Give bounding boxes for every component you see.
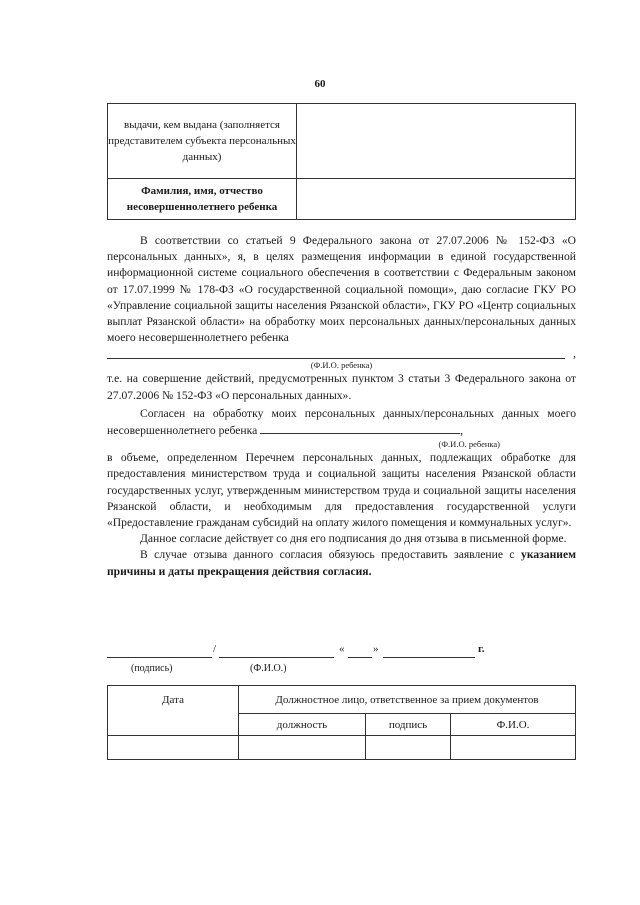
child-fio-line-2[interactable]: [260, 422, 460, 434]
signature-line[interactable]: [107, 643, 212, 658]
consent-paragraph-4-bold: указанием причины и даты прекращения действия согласия.: [107, 548, 576, 578]
applicant-info-table: [107, 103, 576, 220]
page-number: 60: [314, 78, 326, 90]
date-cell[interactable]: [108, 736, 239, 760]
child-fio-line-1[interactable]: [107, 346, 565, 359]
consent-paragraph-1: В соответствии со статьей 9 Федерального закона от 27.07.2006 № 152-ФЗ «О персональных данных», я, в целях размещения информации в единой государственной информационной системе социального обеспечения в соответствии с Федеральным законом от 17.07.1999 № 178-ФЗ «О государственной социальной помощи», даю согласие ГКУ РО «Управление социальной защиты населения Рязанской области», ГКУ РО «Центр социальных выплат Рязанской области» на обработку моих персональных данных/персональных данных моего несовершеннолетнего ребенка: [107, 234, 576, 345]
child-fio-caption-2: (Ф.И.О. ребенка): [438, 439, 500, 450]
consent-paragraph-4-text: В случае отзыва данного согласия обязуюсь предоставить заявление с: [140, 548, 515, 562]
position-header: должность: [239, 714, 366, 736]
signature-caption: (подпись): [131, 663, 173, 674]
consent-paragraph-2: Согласен на обработку моих персональных данных/персональных данных моего несовершеннолетнего ребенка ,: [107, 406, 576, 438]
position-cell[interactable]: [239, 736, 366, 760]
fio-cell[interactable]: [451, 736, 576, 760]
signature-cell[interactable]: [366, 736, 451, 760]
issued-by-value-cell[interactable]: [297, 104, 576, 179]
date-header: Дата: [108, 686, 239, 736]
signature-slash: /: [213, 643, 217, 655]
day-line[interactable]: [348, 643, 372, 658]
fio-caption: (Ф.И.О.): [250, 663, 287, 674]
signature-header: подпись: [366, 714, 451, 736]
quote-open: «: [339, 643, 345, 655]
consent-paragraph-1-continued: т.е. на совершение действий, предусмотренных пунктом 3 статьи 3 Федерального закона от 27.07.2006 № 152-ФЗ «О персональных данных».: [107, 372, 576, 402]
consent-paragraph-4: [107, 547, 576, 579]
consent-text-block: В соответствии со статьей 9 Федерального закона от 27.07.2006 № 152-ФЗ «О персональных данных», я, в целях размещения информации в единой государственной информационной системе социального обеспечения в соответствии с Федеральным законом от 17.07.1999 № 178-ФЗ «О государственной социальной помощи», даю согласие ГКУ РО «Управление социальной защиты населения Рязанской области», ГКУ РО «Центр социальных выплат Рязанской области» на обработку моих персональных данных/персональных данных моего несовершеннолетнего ребенка , (Ф.И.О. ребенка) т.е. на совершение действий, предусмотренных пунктом 3 статьи 3 Федерального закона от 27.07.2006 № 152-ФЗ «О персональных данных». Согласен на обработку моих персональных данных/персональных данных моего несовершеннолетнего ребенка , (Ф.И.О. ребенка) в объеме, определенном Перечнем персональных данных, подлежащих обработке для предоставления министерством труда и социальной защиты населения Рязанской области государственных услуг, утвержденным министерством труда и социальной защиты населения Рязанской области, и необходимым для предоставления государственной услуги «Предоставление гражданам субсидий на оплату жилого помещения и коммунальных услуг». Данное согласие действует со дня его подписания до дня отзыва в письменной форме. В случае отзыва данного согласия обязуюсь предоставить заявление с указанием причины и даты прекращения действия согласия.: [107, 233, 576, 580]
fio-header: Ф.И.О.: [451, 714, 576, 736]
child-fio-caption-1: (Ф.И.О. ребенка): [310, 360, 373, 371]
official-table: [107, 685, 576, 760]
consent-paragraph-2-continued: в объеме, определенном Перечнем персональных данных, подлежащих обработке для предоставления министерством труда и социальной защиты населения Рязанской области государственных услуг, утвержденным министерством труда и социальной защиты населения Рязанской области, и необходимым для предоставления государственной услуги «Предоставление гражданам субсидий на оплату жилого помещения и коммунальных услуг».: [107, 451, 576, 530]
fio-line[interactable]: [219, 643, 334, 658]
issued-by-label: выдачи, кем выдана (заполняется представителем субъекта персональных данных): [108, 104, 297, 179]
signature-row: [107, 643, 576, 661]
quote-close: »: [373, 643, 379, 655]
month-year-line[interactable]: [383, 643, 475, 658]
child-name-value-cell[interactable]: [297, 179, 576, 220]
consent-paragraph-3: Данное согласие действует со дня его подписания до дня отзыва в письменной форме.: [140, 532, 567, 546]
official-header: Должностное лицо, ответственное за прием документов: [239, 686, 576, 714]
child-name-label: Фамилия, имя, отчество несовершеннолетнего ребенка: [108, 179, 297, 220]
consent-paragraph-2-text: Согласен на обработку моих персональных данных/персональных данных моего несовершеннолетнего ребенка: [107, 406, 576, 438]
year-suffix: г.: [478, 643, 485, 655]
